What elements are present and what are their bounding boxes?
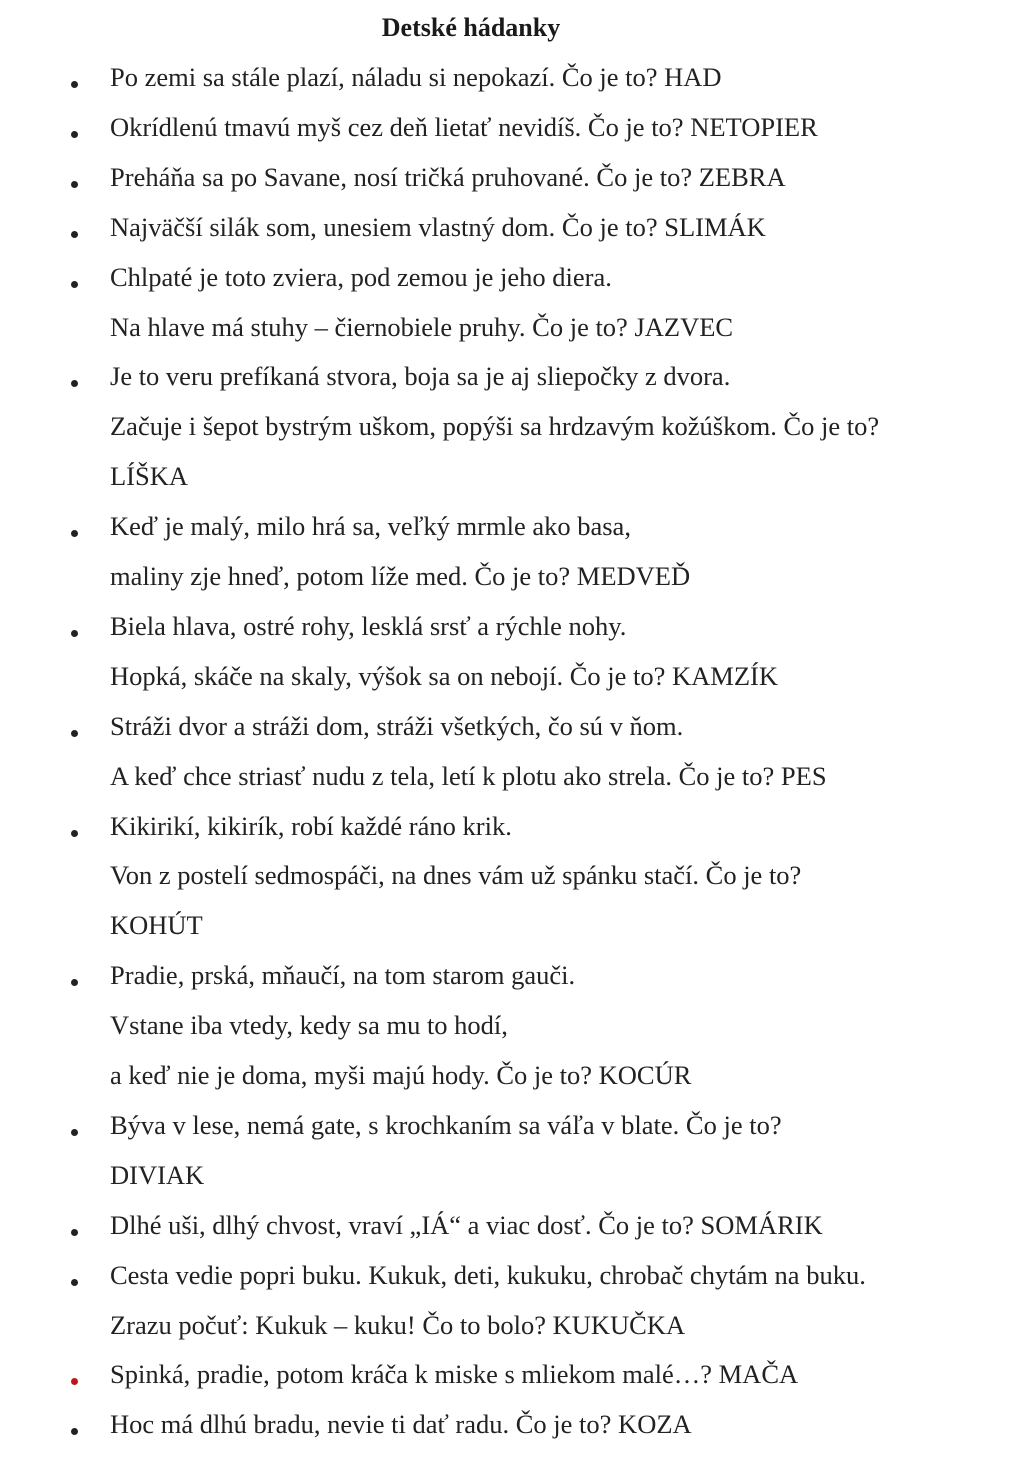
riddle-line: Cesta vedie popri buku. Kukuk, deti, kukuku, chrobač chytám na buku. (110, 1259, 866, 1290)
riddle-line: a keď nie je doma, myši majú hody. Čo je to? KOCÚR (110, 1060, 692, 1090)
riddle-line: Von z postelí sedmospáči, na dnes vám už spánku stačí. Čo je to? (110, 860, 802, 891)
riddle-line: Okrídlenú tmavú myš cez deň lietať nevidíš. Čo je to? NETOPIER (110, 111, 818, 142)
riddle-line: KOHÚT (110, 910, 203, 941)
bullet-icon (71, 1129, 78, 1136)
riddle-line: Chlpaté je toto zviera, pod zemou je jeho diera. (110, 261, 612, 292)
bullet-icon (71, 830, 78, 837)
riddle-line: A keď chce striasť nudu z tela, letí k plotu ako strela. Čo je to? PES (110, 760, 827, 791)
bullet-icon (71, 1229, 78, 1236)
bullet-icon (71, 81, 78, 88)
riddle-line: LÍŠKA (110, 461, 189, 492)
riddle-line: Kikirikí, kikirík, robí každé ráno krik. (110, 810, 512, 841)
bullet-icon (71, 979, 78, 986)
riddle-line: Na hlave má stuhy – čiernobiele pruhy. Čo je to? JAZVEC (110, 311, 734, 342)
bullet-icon (71, 730, 78, 737)
riddle-line: DIVIAK (110, 1159, 205, 1190)
riddle-line: Stráži dvor a stráži dom, stráži všetkých, čo sú v ňom. (110, 710, 684, 741)
riddle-line: Pradie, prská, mňaučí, na tom starom gauči. (110, 960, 576, 991)
riddle-line: Biela hlava, ostré rohy, lesklá srsť a rýchle nohy. (110, 610, 627, 641)
riddle-line: Je to veru prefíkaná stvora, boja sa je aj sliepočky z dvora. (110, 361, 731, 392)
riddle-line: Spinká, pradie, potom kráča k miske s mliekom malé…? MAČA (110, 1359, 799, 1390)
riddle-line: Zrazu počuť: Kukuk – kuku! Čo to bolo? KUKUČKA (110, 1309, 686, 1340)
riddle-line: Hopká, skáče na skaly, výšok sa on nebojí. Čo je to? KAMZÍK (110, 660, 779, 691)
bullet-icon (71, 1378, 78, 1385)
bullet-icon (71, 630, 78, 637)
riddle-line: Najväčší silák som, unesiem vlastný dom. Čo je to? SLIMÁK (110, 211, 766, 242)
bullet-icon (71, 131, 78, 138)
document-title: Detské hádanky (381, 13, 561, 42)
bullet-icon (71, 380, 78, 387)
bullet-icon (71, 181, 78, 188)
riddle-line: Keď je malý, milo hrá sa, veľký mrmle ako basa, (110, 511, 631, 542)
riddle-line: Po zemi sa stále plazí, náladu si nepokazí. Čo je to? HAD (110, 62, 722, 92)
riddle-line: maliny zje hneď, potom líže med. Čo je to? MEDVEĎ (110, 561, 691, 591)
riddle-line: Hoc má dlhú bradu, nevie ti dať radu. Čo je to? KOZA (110, 1409, 692, 1440)
bullet-icon (71, 281, 78, 288)
riddle-line: Býva v lese, nemá gate, s krochkaním sa váľa v blate. Čo je to? (110, 1109, 782, 1140)
bullet-icon (71, 1279, 78, 1286)
riddle-line: Vstane iba vtedy, kedy sa mu to hodí, (110, 1010, 508, 1041)
riddle-line: Začuje i šepot bystrým uškom, popýši sa hrdzavým kožúškom. Čo je to? (110, 411, 880, 442)
bullet-icon (71, 530, 78, 537)
bullet-icon (71, 1428, 78, 1435)
riddle-line: Dlhé uši, dlhý chvost, vraví „IÁ“ a viac dosť. Čo je to? SOMÁRIK (110, 1209, 823, 1240)
bullet-icon (71, 231, 78, 238)
riddle-line: Preháňa sa po Savane, nosí tričká pruhované. Čo je to? ZEBRA (110, 161, 786, 192)
